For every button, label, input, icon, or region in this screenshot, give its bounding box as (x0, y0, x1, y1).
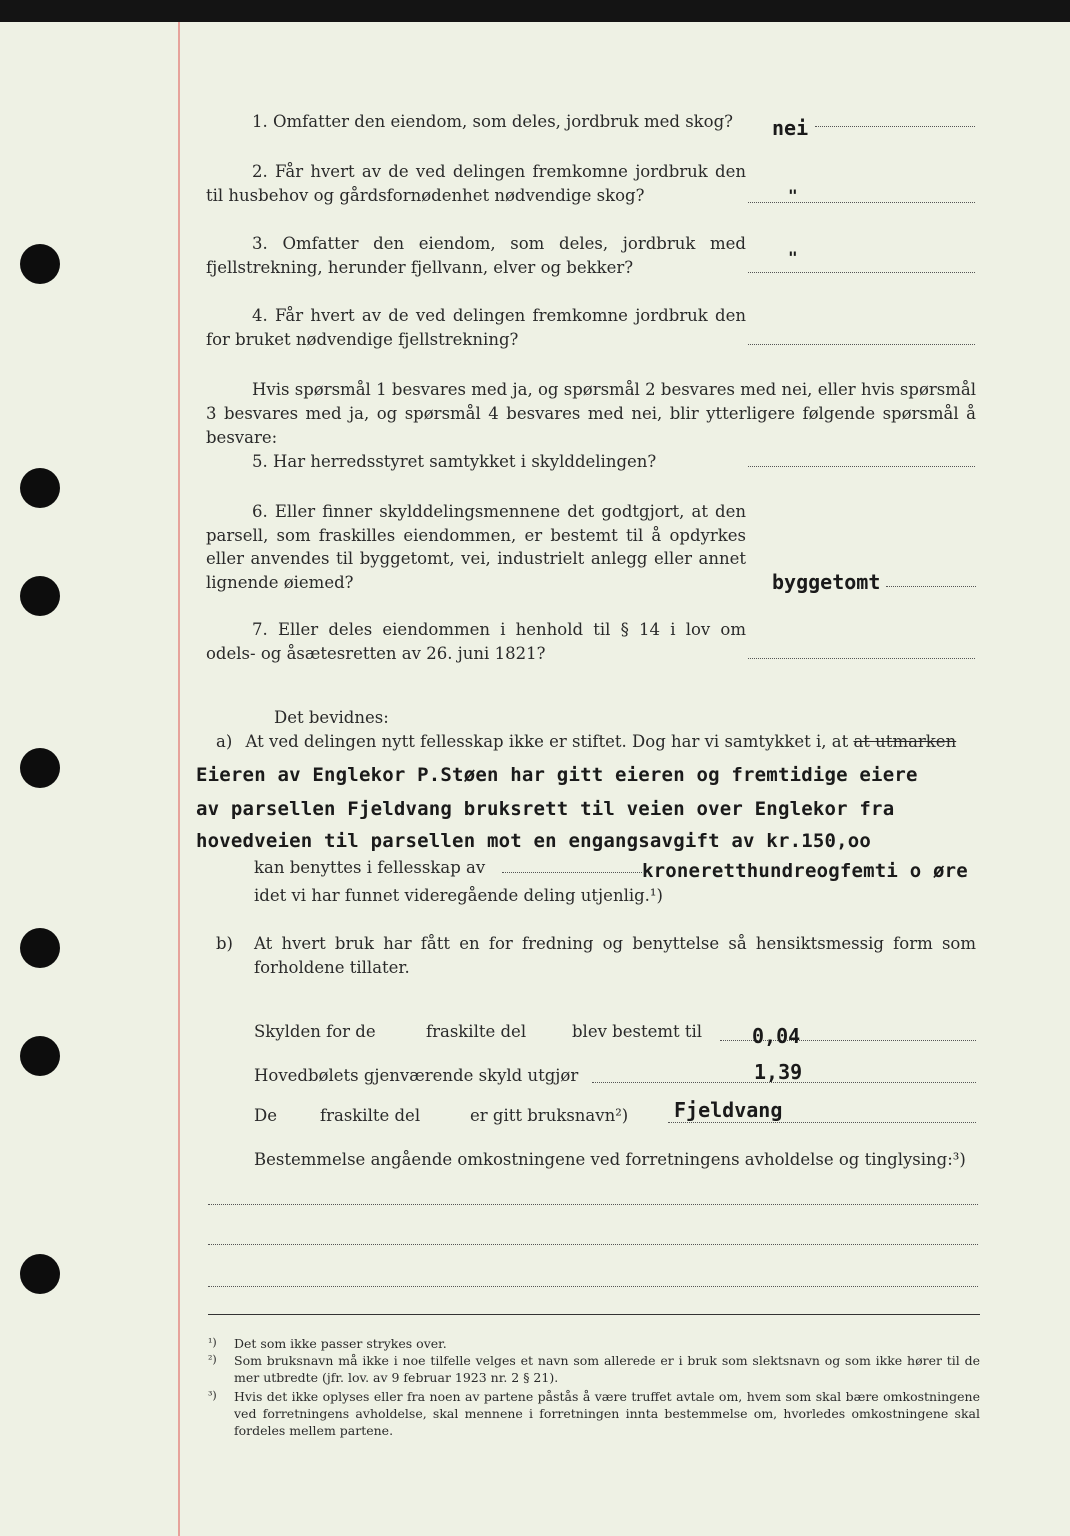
question-text: Eller finner skylddelingsmennene det godtgjort, at den parsell, som fraskilles eiendommen, er bestemt til å opdyrkes eller anvendes til byggetomt, vei, industrielt anlegg eller annet lignende øiemed? (206, 502, 746, 592)
answer-3[interactable]: " (788, 248, 798, 267)
blank-line[interactable] (208, 1286, 978, 1287)
question-3 (206, 232, 746, 280)
question-text: Eller deles eiendommen i henhold til § 14 i lov om odels- og åsætesretten av 26. juni 1821? (206, 620, 746, 663)
punch-hole (20, 1254, 60, 1294)
margin-line (178, 22, 180, 1536)
section-a (216, 730, 956, 754)
question-text: Omfatter den eiendom, som deles, jordbruk med fjellstrekning, herunder fjellvann, elver og bekker? (206, 234, 746, 277)
skyld-line-1a: Skylden for de (254, 1022, 376, 1041)
fellesskap-value[interactable]: kroneretthundreogfemti o øre (642, 860, 968, 882)
bevidnes-heading: Det bevidnes: (274, 708, 389, 727)
question-number: 1. (252, 112, 268, 131)
question-number: 3. (252, 234, 268, 253)
typed-line-3[interactable]: hovedveien til parsellen mot en engangsavgift av kr.150,oo (196, 830, 872, 852)
question-text: Har herredsstyret samtykket i skylddelingen? (273, 452, 657, 471)
skyld-line-3a: De (254, 1106, 277, 1125)
question-7 (206, 618, 746, 666)
question-text: Får hvert av de ved delingen fremkomne jordbruk den til husbehov og gårdsfornødenhet nødvendige skog? (206, 162, 746, 205)
struck-text: at utmarken (853, 732, 957, 751)
question-number: 4. (252, 306, 268, 325)
answer-line (886, 586, 976, 587)
skyld-line-3b: fraskilte del (320, 1106, 421, 1125)
answer-line (502, 872, 642, 873)
typed-line-2[interactable]: av parsellen Fjeldvang bruksrett til veien over Englekor fra (196, 798, 895, 820)
idet-text: idet vi har funnet videregående deling utjenlig.¹) (254, 886, 663, 905)
section-a-text: At ved delingen nytt fellesskap ikke er stiftet. Dog har vi samtykket i, at (245, 732, 849, 751)
typed-line-1[interactable]: Eieren av Englekor P.Støen har gitt eieren og fremtidige eiere (196, 764, 918, 786)
answer-6[interactable]: byggetomt (772, 570, 881, 594)
question-6 (206, 500, 746, 594)
punch-hole (20, 928, 60, 968)
answer-line (748, 658, 975, 659)
footnote-3: Hvis det ikke oplyses eller fra noen av partene påstås å være truffet avtale om, hvem som skal bære omkostningene ved forretningens avholdelse, skal mennene i forretningen innta bestemmelse om, hvorledes omkostningene skal fordeles mellem partene. (234, 1389, 980, 1438)
footnote-mark: ³) (208, 1389, 217, 1402)
footnote-mark: ¹) (208, 1336, 217, 1349)
question-number: 7. (252, 620, 268, 639)
question-text: Omfatter den eiendom, som deles, jordbruk med skog? (273, 112, 734, 131)
section-b-label: b) (216, 934, 233, 953)
question-2 (206, 160, 746, 208)
question-text: Får hvert av de ved delingen fremkomne jordbruk den for bruket nødvendige fjellstrekning? (206, 306, 746, 349)
skyld-value-1[interactable]: 0,04 (752, 1024, 801, 1048)
answer-line (748, 344, 975, 345)
footnote-mark: ²) (208, 1353, 217, 1366)
answer-line (748, 272, 975, 273)
footnote-rule (208, 1314, 980, 1315)
fellesskap-label: kan benyttes i fellesskap av (254, 858, 486, 877)
punch-hole (20, 576, 60, 616)
answer-line (815, 126, 975, 127)
footnote-1: Det som ikke passer strykes over. (234, 1336, 447, 1351)
section-label: a) (216, 732, 233, 751)
punch-hole (20, 244, 60, 284)
bestemmelse-line: Bestemmelse angående omkostningene ved forretningens avholdelse og tinglysing:³) (254, 1150, 966, 1169)
question-number: 2. (252, 162, 268, 181)
skyld-line-1b: fraskilte del (426, 1022, 527, 1041)
scan-top-edge (0, 0, 1070, 22)
punch-hole (20, 748, 60, 788)
condition-paragraph: Hvis spørsmål 1 besvares med ja, og spørsmål 2 besvares med nei, eller hvis spørsmål 3 besvares med ja, og spørsmål 4 besvares med nei, blir ytterligere følgende spørsmål å besvare: (206, 380, 976, 447)
section-b-text: At hvert bruk har fått en for fredning og benyttelse så hensiktsmessig form som forholdene tillater. (254, 934, 976, 977)
skyld-value-2[interactable]: 1,39 (754, 1060, 803, 1084)
blank-line[interactable] (208, 1244, 978, 1245)
skyld-line-2: Hovedbølets gjenværende skyld utgjør (254, 1066, 579, 1085)
punch-hole (20, 1036, 60, 1076)
question-1 (252, 110, 733, 134)
answer-line (748, 202, 975, 203)
question-5 (252, 450, 656, 474)
punch-hole (20, 468, 60, 508)
question-number: 5. (252, 452, 268, 471)
question-number: 6. (252, 502, 268, 521)
answer-1[interactable]: nei (772, 116, 809, 140)
skyld-line-3c: er gitt bruksnavn²) (470, 1106, 629, 1125)
answer-line (668, 1122, 976, 1123)
footnote-2: Som bruksnavn må ikke i noe tilfelle velges et navn som allerede er i bruk som slektsnavn og som ikke hører til de mer utbredte (jfr. lov. av 9 februar 1923 nr. 2 § 21). (234, 1353, 980, 1385)
answer-line (748, 466, 975, 467)
skyld-line-1c: blev bestemt til (572, 1022, 703, 1041)
answer-2[interactable]: " (788, 186, 798, 205)
question-4 (206, 304, 746, 352)
blank-line[interactable] (208, 1204, 978, 1205)
skyld-value-3[interactable]: Fjeldvang (674, 1098, 783, 1122)
